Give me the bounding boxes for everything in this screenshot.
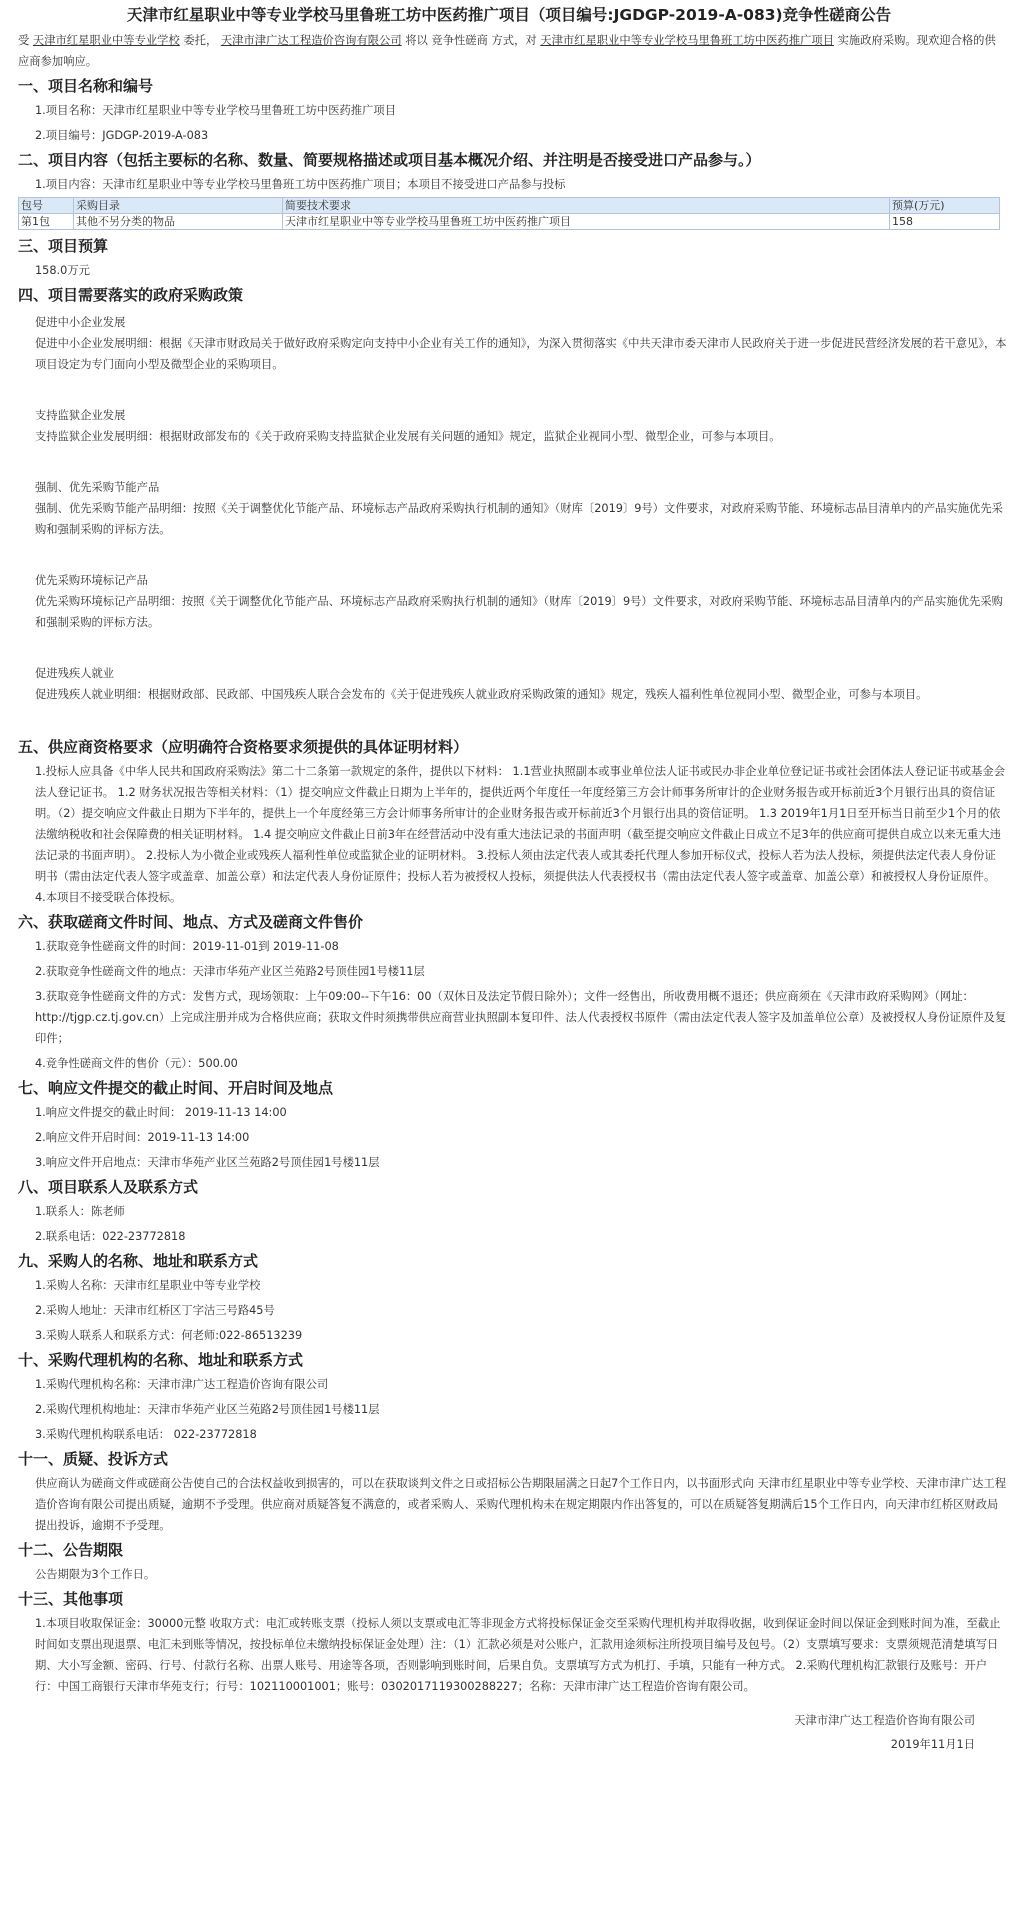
purchaser-link[interactable]: 天津市红星职业中等专业学校 (32, 34, 180, 47)
notice-period: 公告期限为3个工作日。 (35, 1568, 156, 1581)
section-heading: 十二、公告期限 (18, 1541, 124, 1559)
list-item: 3.响应文件开启地点：天津市华苑产业区兰苑路2号顶佳园1号楼11层 (35, 1156, 380, 1169)
list-item: 3.获取竞争性磋商文件的方式：发售方式，现场领取：上午09:00--下午16：00（双休日及法定节假日除外）；文件一经售出，所收费用概不退还；供应商须在《天津市政府采购网》（网址：http://tjgp.cz.tj.gov.cn）上完成注册并成为合格供应商；获取文件时须携带供应商营业执照副本复印件、法人代表授权书原件（需由法定代表人签字及加盖单位公章）及被授权人身份证原件及复印件； (35, 990, 1007, 1045)
signature-date: 2019年11月1日 (890, 1738, 975, 1751)
policy-block (18, 405, 1017, 447)
list-item: 2.采购代理机构地址：天津市华苑产业区兰苑路2号顶佳园1号楼11层 (35, 1403, 380, 1416)
signature-org: 天津市津广达工程造价咨询有限公司 (794, 1714, 975, 1727)
project-name: 1.项目名称：天津市红星职业中等专业学校马里鲁班工坊中医药推广项目 (35, 104, 396, 117)
table-cell: 天津市红星职业中等专业学校马里鲁班工坊中医药推广项目 (283, 214, 890, 230)
section-heading: 二、项目内容（包括主要标的名称、数量、简要规格描述或项目基本概况介绍、并注明是否接受进口产品参与。） (18, 151, 761, 169)
policy-block (18, 663, 1017, 705)
policy-name: 支持监狱企业发展 (35, 409, 126, 422)
table-header-cell: 预算(万元) (890, 198, 1000, 214)
section-heading: 十、采购代理机构的名称、地址和联系方式 (18, 1351, 304, 1369)
policy-name: 优先采购环境标记产品 (35, 574, 148, 587)
project-content: 1.项目内容：天津市红星职业中等专业学校马里鲁班工坊中医药推广项目；本项目不接受进口产品参与投标 (35, 178, 566, 191)
section-heading: 五、供应商资格要求（应明确符合资格要求须提供的具体证明材料） (18, 738, 469, 756)
intro-paragraph: 受 天津市红星职业中等专业学校 委托， 天津市津广达工程造价咨询有限公司 将以 竞争性磋商 方式，对 天津市红星职业中等专业学校马里鲁班工坊中医药推广项目 实施政府采购。现欢迎合格的供应商参加响应。 (18, 34, 996, 68)
list-item: 2.响应文件开启时间：2019-11-13 14:00 (35, 1131, 250, 1144)
section-heading: 三、项目预算 (18, 237, 109, 255)
budget-value: 158.0万元 (35, 264, 90, 277)
list-item: 2.获取竞争性磋商文件的地点：天津市华苑产业区兰苑路2号顶佳园1号楼11层 (35, 965, 425, 978)
section-heading: 六、获取磋商文件时间、地点、方式及磋商文件售价 (18, 913, 364, 931)
section-heading: 八、项目联系人及联系方式 (18, 1178, 199, 1196)
table-row (19, 214, 1000, 230)
table-header-row (19, 198, 1000, 214)
policy-name: 促进残疾人就业 (35, 667, 115, 680)
project-code: 2.项目编号：JGDGP-2019-A-083 (35, 129, 209, 142)
table-header-cell: 包号 (19, 198, 74, 214)
section-heading: 九、采购人的名称、地址和联系方式 (18, 1252, 259, 1270)
list-item: 1.响应文件提交的截止时间： 2019-11-13 14:00 (35, 1106, 287, 1119)
list-item: 1.采购代理机构名称：天津市津广达工程造价咨询有限公司 (35, 1378, 329, 1391)
complaint-text: 供应商认为磋商文件或磋商公告使自己的合法权益收到损害的，可以在获取谈判文件之日或招标公告期限届满之日起7个工作日内，以书面形式向 天津市红星职业中等专业学校、天津市津广达工程造价咨询有限公司提出质疑，逾期不予受理。供应商对质疑答复不满意的，或者采购人、采购代理机构未在规定期限内作出答复的，可以在质疑答复期满后15个工作日内，向天津市红桥区财政局提出投诉，逾期不予受理。 (35, 1477, 1007, 1532)
table-header-cell: 简要技术要求 (283, 198, 890, 214)
policy-name: 促进中小企业发展 (35, 316, 126, 329)
policy-desc: 促进残疾人就业明细：根据财政部、民政部、中国残疾人联合会发布的《关于促进残疾人就业政府采购政策的通知》规定，残疾人福利性单位视同小型、微型企业，可参与本项目。 (35, 688, 928, 701)
section-heading: 一、项目名称和编号 (18, 77, 154, 95)
policy-block (18, 570, 1017, 633)
policy-desc: 强制、优先采购节能产品明细：按照《关于调整优化节能产品、环境标志产品政府采购执行机制的通知》（财库〔2019〕9号）文件要求，对政府采购节能、环境标志品目清单内的产品实施优先采购和强制采购的评标方法。 (35, 502, 1003, 536)
list-item: 1.采购人名称：天津市红星职业中等专业学校 (35, 1279, 261, 1292)
policy-block (18, 312, 1017, 375)
announcement-page (18, 4, 1017, 1757)
table-cell: 158 (890, 214, 1000, 230)
list-item: 2.联系电话：022-23772818 (35, 1230, 186, 1243)
policy-desc: 支持监狱企业发展明细：根据财政部发布的《关于政府采购支持监狱企业发展有关问题的通知》规定，监狱企业视同小型、微型企业，可参与本项目。 (35, 430, 781, 443)
list-item: 1.获取竞争性磋商文件的时间：2019-11-01到 2019-11-08 (35, 940, 339, 953)
policy-name: 强制、优先采购节能产品 (35, 481, 160, 494)
list-item: 1.联系人：陈老师 (35, 1205, 125, 1218)
list-item: 4.竞争性磋商文件的售价（元）：500.00 (35, 1057, 238, 1070)
policy-desc: 优先采购环境标记产品明细：按照《关于调整优化节能产品、环境标志产品政府采购执行机制的通知》（财库〔2019〕9号）文件要求，对政府采购节能、环境标志品目清单内的产品实施优先采购和强制采购的评标方法。 (35, 595, 1003, 629)
table-cell: 第1包 (19, 214, 74, 230)
table-header-cell: 采购目录 (74, 198, 283, 214)
other-matters-text: 1.本项目收取保证金：30000元整 收取方式：电汇或转账支票（投标人须以支票或电汇等非现金方式将投标保证金交至采购代理机构并取得收据，收到保证金时间以保证金到账时间为准，至截止时间如支票出现退票、电汇未到账等情况，按投标单位未缴纳投标保证金处理）注：（1）汇款必须是对公账户，汇款用途须标注所投项目编号及包号。（2）支票填写要求：支票须规范清楚填写日期、大小写金额、密码、行号、付款行名称、出票人账号、用途等各项，否则影响到账时间，后果自负。支票填写方式为机打、手填，只能有一种方式。 2.采购代理机构汇款银行及账号：开户行：中国工商银行天津市华苑支行；行号：102110001001；账号：0302017119300288227；名称：天津市津广达工程造价咨询有限公司。 (35, 1617, 1001, 1693)
table-cell: 其他不另分类的物品 (74, 214, 283, 230)
list-item: 3.采购代理机构联系电话： 022-23772818 (35, 1428, 257, 1441)
section-heading: 七、响应文件提交的截止时间、开启时间及地点 (18, 1079, 334, 1097)
list-item: 3.采购人联系人和联系方式：何老师:022-86513239 (35, 1329, 303, 1342)
list-item: 2.采购人地址：天津市红桥区丁字沽三号路45号 (35, 1304, 275, 1317)
project-link[interactable]: 天津市红星职业中等专业学校马里鲁班工坊中医药推广项目 (540, 34, 835, 47)
package-table (18, 197, 1000, 230)
section-heading: 四、项目需要落实的政府采购政策 (18, 286, 244, 304)
policy-block (18, 477, 1017, 540)
agency-link[interactable]: 天津市津广达工程造价咨询有限公司 (220, 34, 402, 47)
section-heading: 十三、其他事项 (18, 1590, 124, 1608)
section-heading: 十一、质疑、投诉方式 (18, 1450, 169, 1468)
qualification-text: 1.投标人应具备《中华人民共和国政府采购法》第二十二条第一款规定的条件，提供以下材料： 1.1营业执照副本或事业单位法人证书或民办非企业单位登记证书或社会团体法人登记证书或基金会法人登记证书。 1.2 财务状况报告等相关材料：（1）提交响应文件截止日期为上半年的，提供近两个年度任一年度经第三方会计师事务所审计的企业财务报告或开标前近3个月银行出具的资信证明。（2）提交响应文件截止日期为下半年的，提供上一个年度经第三方会计师事务所审计的企业财务报告或开标前近3个月银行出具的资信证明。 1.3 2019年1月1日至开标当日前至少1个月的依法缴纳税收和社会保障费的相关证明材料。 1.4 提交响应文件截止日前3年在经营活动中没有重大违法记录的书面声明（截至提交响应文件截止日成立不足3年的供应商可提供自成立以来无重大违法记录的书面声明）。 2.投标人为小微企业或残疾人福利性单位或监狱企业的证明材料。 3.投标人须由法定代表人或其委托代理人参加开标仪式，投标人若为法人投标，须提供法定代表人身份证明书（需由法定代表人签字或盖章、加盖公章）和法定代表人身份证原件；投标人若为被授权人投标，须提供法人代表授权书（需由法定代表人签字或盖章、加盖公章）和被授权人身份证原件。 4.本项目不接受联合体投标。 (35, 765, 1005, 904)
policy-desc: 促进中小企业发展明细：根据《天津市财政局关于做好政府采购定向支持中小企业有关工作的通知》，为深入贯彻落实《中共天津市委天津市人民政府关于进一步促进民营经济发展的若干意见》，本项目设定为专门面向小型及微型企业的采购项目。 (35, 337, 1007, 371)
page-title: 天津市红星职业中等专业学校马里鲁班工坊中医药推广项目（项目编号:JGDGP-2019-A-083)竞争性磋商公告 (126, 6, 892, 24)
